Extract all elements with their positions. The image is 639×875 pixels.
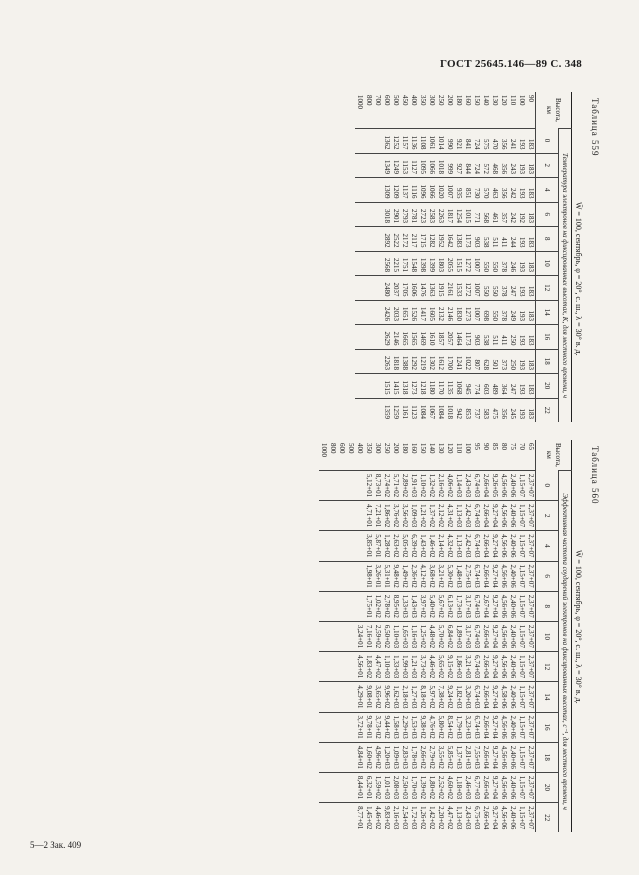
value-column: 2,37+07 1,15+07 2,40+06 4,56+06 9,27+04 2,66+04 7,55+03 2,81+03 1,37+03 5,85+02 3,55+02 2,79+02 2,66+02 1,78+03 2,83+03 1,09+03 1,20+03 4,96+02 1,60+02 4,84+01 — [319, 742, 536, 772]
table-title: W̄ = 100, сентябрь, φ = 20°, с. ш., λ = 30° в. д. — [574, 550, 583, 704]
data-table — [319, 440, 572, 832]
table-number: Таблица 560 — [590, 446, 600, 505]
table-number: Таблица 559 — [590, 98, 600, 157]
value-column: 183 193 249 378 550 698 1007 1273 1830 2146 2132 1605 1417 1526 1651 2033 2426 — [355, 300, 536, 325]
hour-header: 14 — [536, 682, 559, 712]
value-column: 183 193 245 356 475 583 737 853 942 1018 1084 1067 1084 1123 1161 1259 1359 — [355, 398, 536, 422]
hour-header: 0 — [536, 129, 559, 154]
hour-header: 6 — [536, 561, 559, 591]
value-column: 2,37+07 1,15+07 2,40+06 4,56+06 9,27+04 2,67+04 6,74+03 3,17+03 1,73+03 6,13+02 5,67+02 5,40+02 3,97+02 1,43+03 1,33+03 8,95+02 2,78+02 1,02+02 1,75+01 — [319, 591, 536, 621]
hour-header: 20 — [536, 374, 559, 399]
value-column: 183 193 247 364 489 603 774 945 1068 1135 1170 1180 1218 1273 1318 1415 1515 — [355, 374, 536, 399]
table-title: W̄ = 100, сентябрь, φ = 20°, с. ш., λ = 30° в. д. — [574, 202, 583, 356]
hour-header: 16 — [536, 325, 559, 350]
caption: Температура электронов на фиксированных высотах, К, для местного времени, ч — [559, 129, 572, 423]
hour-header: 4 — [536, 178, 559, 203]
value-column: 2,37+07 1,15+07 2,40+06 4,56+06 9,27+04 2,66+04 6,74+03 2,42+03 1,13+03 4,32+02 2,14+02 1,46+02 1,43+02 6,39+02 5,05+02 2,63+02 1,28+02 5,87+01 3,85+01 — [319, 531, 536, 561]
value-column: 2,37+07 1,15+07 2,40+06 4,56+06 9,27+04 2,66+04 6,75+03 2,43+03 1,13+03 4,47+02 2,20+02 1,42+02 1,26+02 1,72+03 2,54+03 2,16+03 9,83+02 4,46+02 1,45+02 8,77+01 — [319, 803, 536, 833]
table-560 — [38, 440, 608, 830]
value-column: 2,37+07 1,15+07 2,40+06 4,56+06 9,27+04 2,66+04 6,77+03 2,46+03 1,18+03 4,60+02 2,52+02 1,80+02 1,39+02 1,70+03 2,50+03 2,08+03 1,01+03 1,59+02 6,32+01 8,44+01 — [319, 772, 536, 802]
value-column: 2,37+07 1,15+07 2,40+06 4,56+06 9,27+04 2,66+04 6,74+03 3,17+03 1,89+03 6,84+02 5,70+02 4,48+02 1,25+02 1,16+03 1,65+03 1,10+03 6,50+02 2,59+02 7,16+01 3,24+01 — [319, 621, 536, 651]
value-column: 183 193 243 356 468 572 724 844 927 999 1018 1066 1095 1127 1153 1249 1349 — [355, 153, 536, 178]
value-column: 183 193 246 378 550 550 1007 1272 1515 2055 1803 1399 1398 1548 1751 2215 2568 — [355, 251, 536, 276]
value-column: 2,37+07 1,15+07 2,40+06 4,56+06 9,27+04 2,66+04 6,74+03 2,42+03 1,13+03 4,31+02 2,12+02 1,37+02 1,21+02 1,09+03 3,56+02 3,76+02 1,86+02 7,21+01 4,71+01 — [319, 501, 536, 531]
value-column: 183 193 241 356 470 575 724 841 921 990 1014 1061 1108 1136 1157 1252 1362 — [355, 129, 536, 154]
hour-header: 6 — [536, 202, 559, 227]
hour-header: 2 — [536, 153, 559, 178]
value-column: 183 192 242 357 461 568 771 1015 1254 1817 2263 2583 2723 2781 2793 2901 3018 — [355, 202, 536, 227]
footer: 5—2 Зак. 409 — [30, 840, 82, 850]
value-column: 2,37+07 1,15+07 2,40+06 4,56+06 9,26+05 2,66+04 6,74+03 2,43+03 1,14+03 4,06+02 2,16+02 1,32+02 1,10+02 1,91+03 2,89+02 5,71+02 2,74+02 8,73+01 5,12+01 — [319, 470, 536, 500]
value-column: 183 193 247 378 550 550 1007 1272 1533 2161 1915 1363 1476 1606 1705 2037 2480 — [355, 276, 536, 301]
hour-header: 8 — [536, 591, 559, 621]
value-column: 183 193 250 411 511 538 903 1173 1464 2057 1857 1610 1469 1565 1665 2146 2629 — [355, 325, 536, 350]
hour-header: 18 — [536, 742, 559, 772]
height-header: Высота, км — [536, 92, 572, 129]
hour-header: 10 — [536, 251, 559, 276]
hour-header: 2 — [536, 501, 559, 531]
hour-header: 22 — [536, 803, 559, 833]
hour-header: 18 — [536, 349, 559, 374]
value-column: 183 193 250 373 501 628 807 1022 1241 1700 1612 1302 1219 1292 1388 1818 2263 — [355, 349, 536, 374]
hour-header: 16 — [536, 712, 559, 742]
value-column: 183 193 244 411 511 538 903 1173 1383 1642 1952 1282 1715 2117 2172 2522 2892 — [355, 227, 536, 252]
value-column: 183 193 242 356 463 570 730 851 935 1007 1020 1066 1096 1116 1137 1209 1309 — [355, 178, 536, 203]
value-column: 2,37+07 1,15+07 2,40+06 4,56+06 9,27+04 2,66+04 6,74+03 3,23+03 1,79+03 8,54+02 5,80+02 4,76+02 9,38+02 1,53+03 2,29+03 1,58+03 9,44+02 3,73+02 9,78+01 3,72+01 — [319, 712, 536, 742]
hour-header: 4 — [536, 531, 559, 561]
hour-header: 20 — [536, 772, 559, 802]
value-column: 2,37+07 1,15+07 2,40+06 4,56+06 9,27+04 2,66+04 6,74+03 3,21+03 1,86+03 9,15+02 5,65+02 4,46+02 3,73+02 1,21+03 1,99+03 1,33+03 1,10+03 4,47+02 1,83+02 4,56+01 — [319, 652, 536, 682]
hour-header: 0 — [536, 470, 559, 500]
caption: Эффективная частота соударений электронов на фиксированных высотах, с⁻¹, для местного времени, ч — [559, 470, 572, 832]
hour-header: 12 — [536, 276, 559, 301]
hour-header: 22 — [536, 398, 559, 422]
height-header: Высота, км — [536, 440, 572, 470]
page-header: ГОСТ 25645.146—89 С. 348 — [440, 58, 583, 70]
value-column: 2,37+07 1,15+07 2,40+06 4,56+06 9,27+04 2,66+04 6,74+03 2,75+03 1,48+03 5,30+02 3,21+02 3,68+02 4,12+02 2,36+02 1,49+02 9,48+02 5,31+01 3,26+01 1,98+01 — [319, 561, 536, 591]
hour-header: 12 — [536, 652, 559, 682]
value-column: 2,37+07 1,15+07 2,40+06 4,58+06 9,27+04 2,66+04 6,74+03 3,20+03 1,82+03 9,24+02 7,38+02 5,97+02 8,18+02 1,27+03 2,18+03 1,62+03 9,96+02 3,65+02 9,08+01 4,29+01 — [319, 682, 536, 712]
hour-header: 14 — [536, 300, 559, 325]
height-column: 65 70 75 80 85 90 95 100 110 120 130 140 150 160 180 200 250 300 350 400 500 600 800 1000 — [320, 443, 535, 457]
hour-header: 10 — [536, 621, 559, 651]
table-559 — [38, 92, 608, 422]
data-table — [355, 92, 572, 422]
hour-header: 8 — [536, 227, 559, 252]
height-column: 90 100 110 120 130 140 150 160 180 200 250 300 350 400 450 500 600 700 800 1000 — [356, 95, 535, 109]
